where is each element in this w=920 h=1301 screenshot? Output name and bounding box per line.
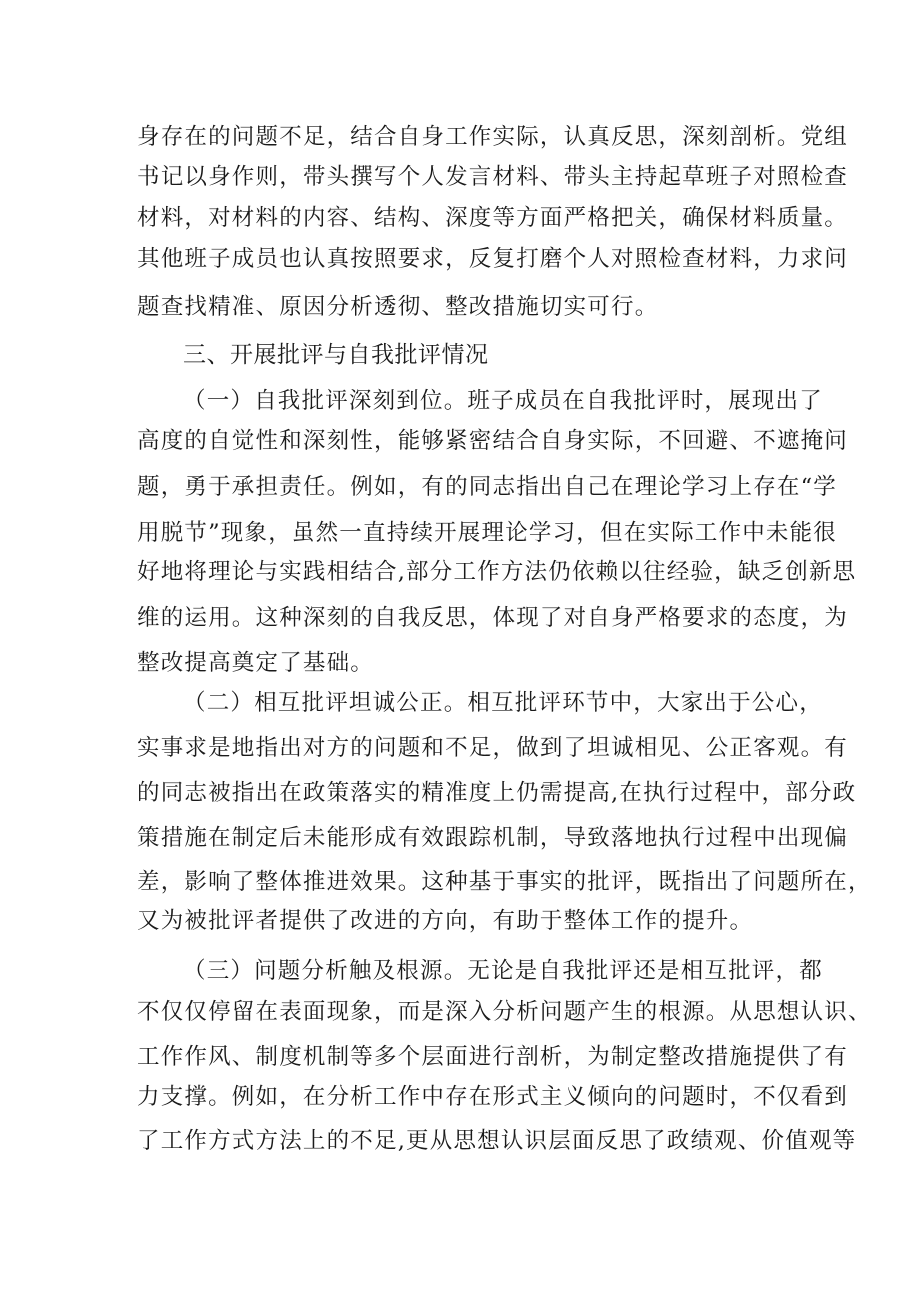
- text-line: （三）问题分析触及根源。无论是自我批评还是相互批评，都: [183, 958, 823, 984]
- text-line: 力支撑。例如，在分析工作中存在形式主义倾向的问题时，不仅看到: [137, 1084, 849, 1110]
- text-line: 的同志被指出在政策落实的精准度上仍需提高,在执行过程中，部分政: [137, 780, 857, 806]
- text-line: 其他班子成员也认真按照要求，反复打磨个人对照检查材料，力求问: [137, 246, 849, 272]
- text-line: 题查找精准、原因分析透彻、整改措施切实可行。: [137, 294, 659, 320]
- text-line: 维的运用。这种深刻的自我反思，体现了对自身严格要求的态度，为: [137, 605, 849, 631]
- text-line: （一）自我批评深刻到位。班子成员在自我批评时，展现出了: [183, 388, 823, 414]
- text-line: 书记以身作则，带头撰写个人发言材料、带头主持起草班子对照检查: [137, 164, 849, 190]
- text-line: 不仅仅停留在表面现象，而是深入分析问题产生的根源。从思想认识、: [137, 999, 872, 1025]
- text-line: 差，影响了整体推进效果。这种基于事实的批评，既指出了问题所在，: [137, 869, 872, 895]
- text-line: 材料，对材料的内容、结构、深度等方面严格把关，确保材料质量。: [137, 205, 849, 231]
- text-line: 策措施在制定后未能形成有效跟踪机制，导致落地执行过程中出现偏: [137, 825, 849, 851]
- text-line: 题，勇于承担责任。例如，有的同志指出自己在理论学习上存在“学: [137, 474, 838, 500]
- text-line: 好地将理论与实践相结合,部分工作方法仍依赖以往经验，缺乏创新思: [137, 559, 857, 585]
- text-line: （二）相互批评坦诚公正。相互批评环节中，大家出于公心，: [183, 690, 823, 716]
- text-line: 工作作风、制度机制等多个层面进行剖析，为制定整改措施提供了有: [137, 1044, 849, 1070]
- text-line: 身存在的问题不足，结合自身工作实际，认真反思，深刻剖析。党组: [137, 124, 849, 150]
- section-heading: 三、开展批评与自我批评情况: [183, 342, 489, 368]
- text-line: 用脱节”现象，虽然一直持续开展理论学习，但在实际工作中未能很: [137, 520, 838, 546]
- text-line: 了工作方式方法上的不足,更从思想认识层面反思了政绩观、价值观等: [137, 1128, 857, 1154]
- text-line: 又为被批评者提供了改进的方向，有助于整体工作的提升。: [137, 908, 754, 934]
- text-line: 实事求是地指出对方的问题和不足，做到了坦诚相见、公正客观。有: [137, 735, 849, 761]
- text-line: 高度的自觉性和深刻性，能够紧密结合自身实际，不回避、不遮掩问: [137, 428, 849, 454]
- text-line: 整改提高奠定了基础。: [137, 650, 375, 676]
